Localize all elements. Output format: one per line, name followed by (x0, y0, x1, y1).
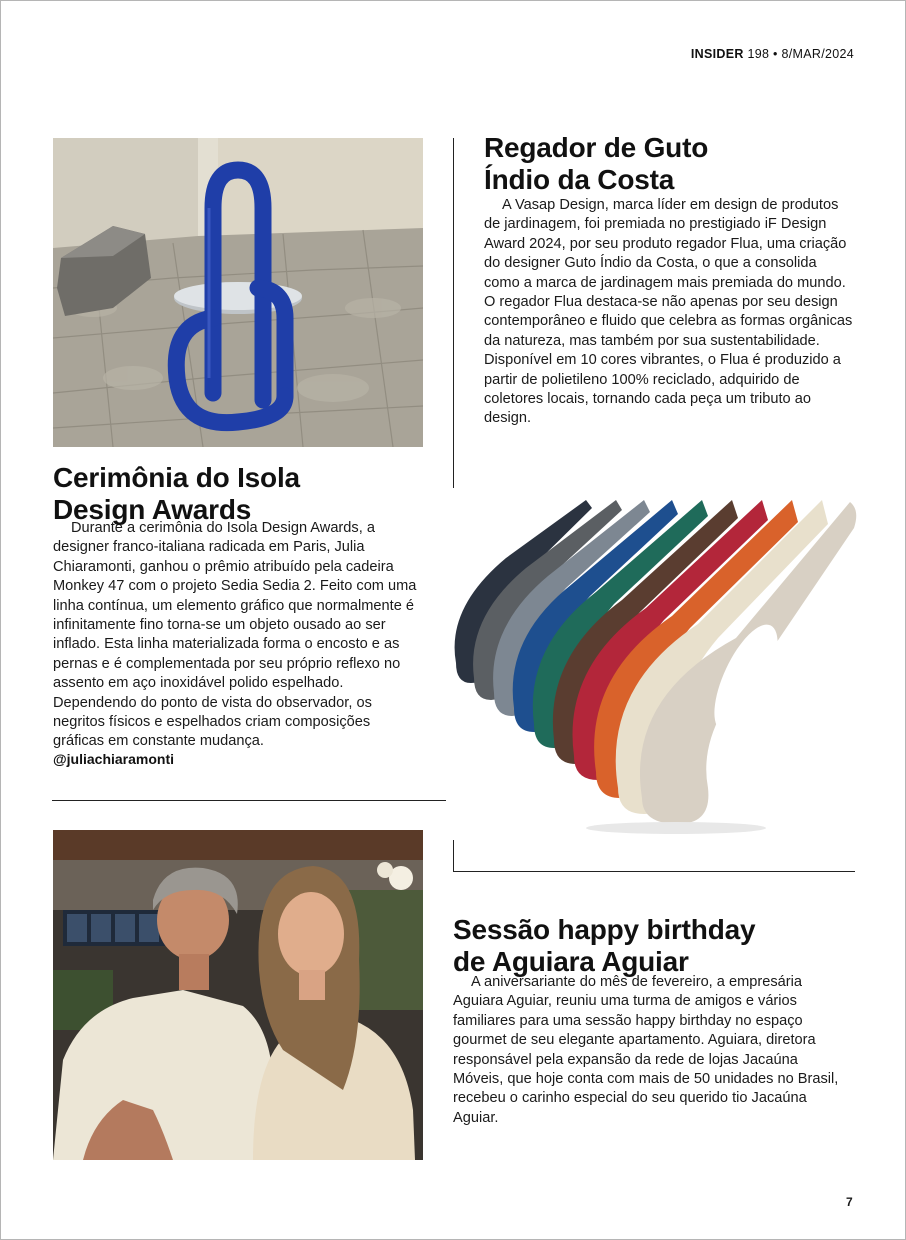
regador-article-body (484, 196, 854, 429)
chair-article-body (53, 519, 421, 752)
birthday-title-line1: Sessão happy birthday (453, 914, 756, 945)
birthday-body-text: A aniversariante do mês de fevereiro, a empresária Aguiara Aguiar, reuniu uma turma de amigos e vários familiares para uma sessão happy birthday no espaço gourmet de seu elegante apartamento. Aguiara, diretora responsável pela expansão da rede de lojas Jacaúna Móveis, que hoje conta com mais de 50 unidades no Brasil, recebeu o carinho especial do seu querido tio Jacaúna Aguiar. (453, 974, 839, 1126)
regador-bottom-rule (453, 871, 855, 872)
regador-article-title (484, 132, 854, 196)
issue-date: 8/MAR/2024 (781, 47, 854, 61)
birthday-article-body (453, 973, 849, 1128)
chair-article-title (53, 462, 433, 526)
chair-title-line1: Cerimônia do Isola (53, 462, 300, 493)
chair-photo-credit: @juliachiaramonti (53, 751, 175, 767)
blue-paperclip-chair-photo (53, 138, 423, 447)
chair-title-line2: Design Awards (53, 494, 252, 525)
header-separator: • (773, 47, 778, 61)
page-number: 7 (846, 1195, 853, 1209)
regador-body-text: A Vasap Design, marca líder em design de produtos de jardinagem, foi premiada no prestigiado iF Design Award 2024, por seu produto regador Flua, uma criação do designer Guto Índio da Costa, o que a consolida como a marca de jardinagem mais premiada do mundo. O regador Flua destaca-se não apenas por seu design contemporâneo e fluido que celebra as formas orgânicas da natureza, mas também por sua sustentabilidade. Disponível em 10 cores vibrantes, o Flua é produzido a partir de polietileno 100% reciclado, adquirido de coletores locais, tornando cada peça um tributo ao design. (484, 197, 853, 427)
page-header (691, 47, 854, 61)
brand-name: INSIDER (690, 47, 744, 61)
birthday-photo (53, 830, 423, 1160)
regador-title-line2: Índio da Costa (484, 164, 675, 195)
chair-photo (53, 138, 423, 447)
party-portrait-photo (53, 830, 423, 1160)
birthday-title-line2: de Aguiara Aguiar (453, 946, 689, 977)
birthday-article-title (453, 914, 863, 978)
watering-cans-photo (446, 488, 862, 840)
chair-body-text: Durante a cerimônia do Isola Design Awards, a designer franco-italiana radicada em Paris, Julia Chiaramonti, ganhou o prêmio atribuído pela cadeira Monkey 47 com o projeto Sedia Sedia 2. Feito com uma linha contínua, um elemento gráfico que normalmente é infinitamente fino torna-se um objeto ousado ao ser inflado. Esta linha materializada forma o encosto e as pernas e é complementada por seu próprio reflexo no assento em aço inoxidável polido espelhado. Dependendo do ponto de vista do observador, os negritos físicos e espelhados criam composições gráficas em constante mudança. (53, 520, 417, 750)
issue-number: 198 (747, 47, 770, 61)
chair-bottom-rule (52, 800, 454, 801)
watering-cans-illustration (446, 488, 862, 840)
regador-title-line1: Regador de Guto (484, 132, 709, 163)
